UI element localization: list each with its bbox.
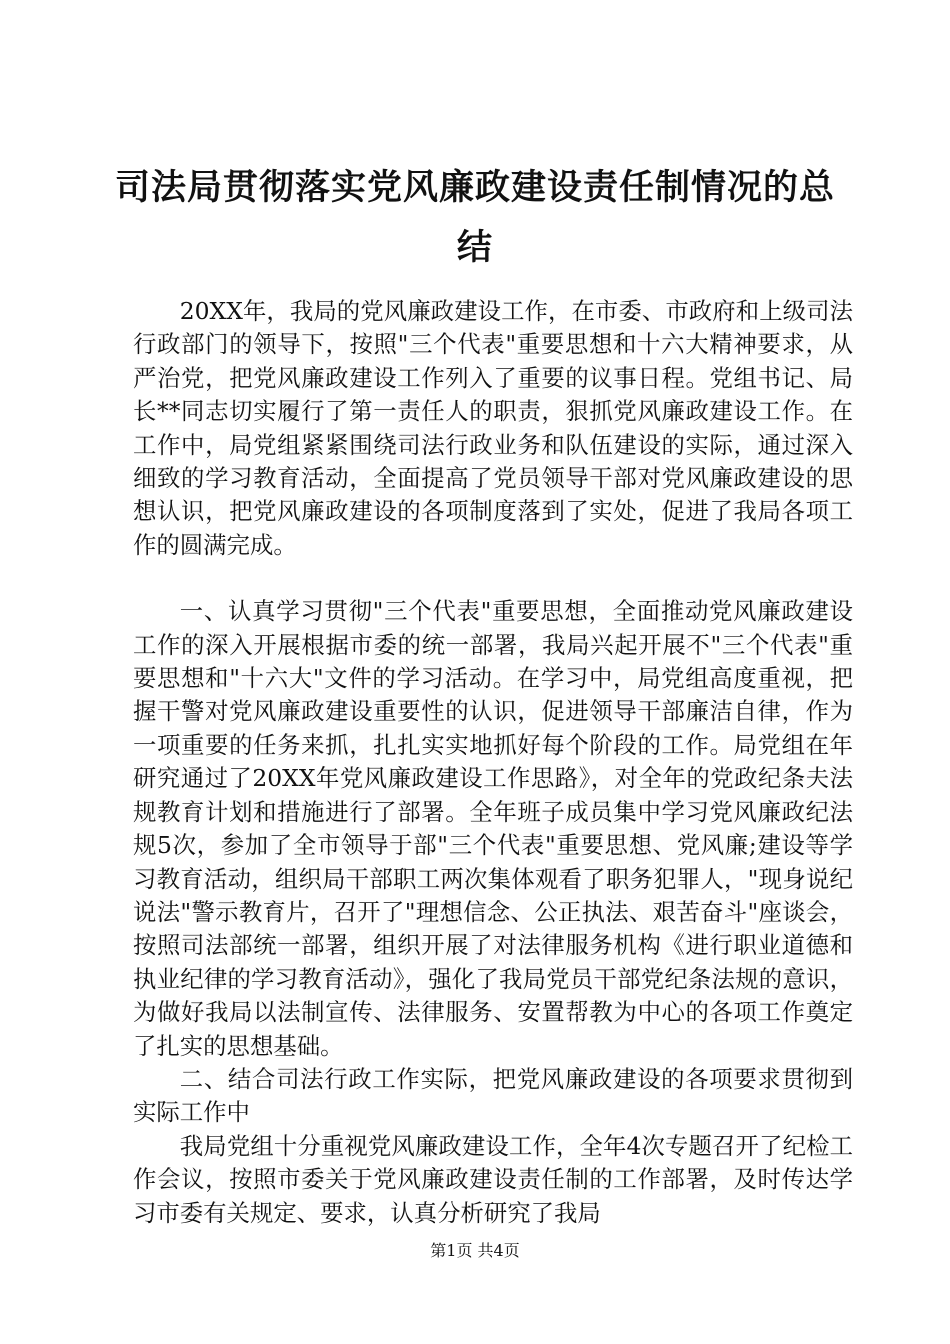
paragraph-section-1: 一、认真学习贯彻"三个代表"重要思想，全面推动党风廉政建设工作的深入开展根据市委的统一部署，我局兴起开展不"三个代表"重要思想和"十六大"文件的学习活动。在学习中，局党组高度重视，把握干警对党风廉政建设重要性的认识，促进领导干部廉洁自律，作为一项重要的任务来抓，扎扎实实地抓好每个阶段的工作。局党组在年研究通过了20XX年党风廉政建设工作思路》，对全年的党政纪条夫法规教育计划和措施进行了部署。全年班子成员集中学习党风廉政纪法规5次，参加了全市领导于部"三个代表"重要思想、党风廉;建设等学习教育活动，组织局干部职工两次集体观看了职务犯罪人，"现身说纪说法"警示教育片，召开了"理想信念、公正执法、艰苦奋斗"座谈会，按照司法部统一部署，组织开展了对法律服务机构《进行职业道德和执业纪律的学习教育活动》，强化了我局党员干部党纪条法规的意识，为做好我局以法制宣传、法律服务、安置帮教为中心的各项工作奠定了扎实的思想基础。 [133, 597, 853, 1060]
paragraph-section-2-heading: 二、结合司法行政工作实际，把党风廉政建设的各项要求贯彻到实际工作中 [133, 1064, 853, 1127]
document-body [133, 295, 853, 1230]
paragraph-intro: 20XX年，我局的党风廉政建设工作，在市委、市政府和上级司法行政部门的领导下，按照"三个代表"重要思想和十六大精神要求，从严治党，把党风廉政建设工作列入了重要的议事日程。党组书记、局长**同志切实履行了第一责任人的职责，狠抓党风廉政建设工作。在工作中，局党组紧紧围绕司法行政业务和队伍建设的实际，通过深入细致的学习教育活动，全面提高了党员领导干部对党风廉政建设的思想认识，把党风廉政建设的各项制度落到了实处，促进了我局各项工作的圆满完成。 [133, 297, 853, 559]
paragraph-section-2-body: 我局党组十分重视党风廉政建设工作，全年4次专题召开了纪检工作会议，按照市委关于党风廉政建设责任制的工作部署，及时传达学习市委有关规定、要求，认真分析研究了我局 [133, 1131, 853, 1227]
document-title: 司法局贯彻落实党风廉政建设责任制情况的总结 [114, 168, 835, 268]
page-footer: 第1页 共4页 [430, 1241, 520, 1260]
